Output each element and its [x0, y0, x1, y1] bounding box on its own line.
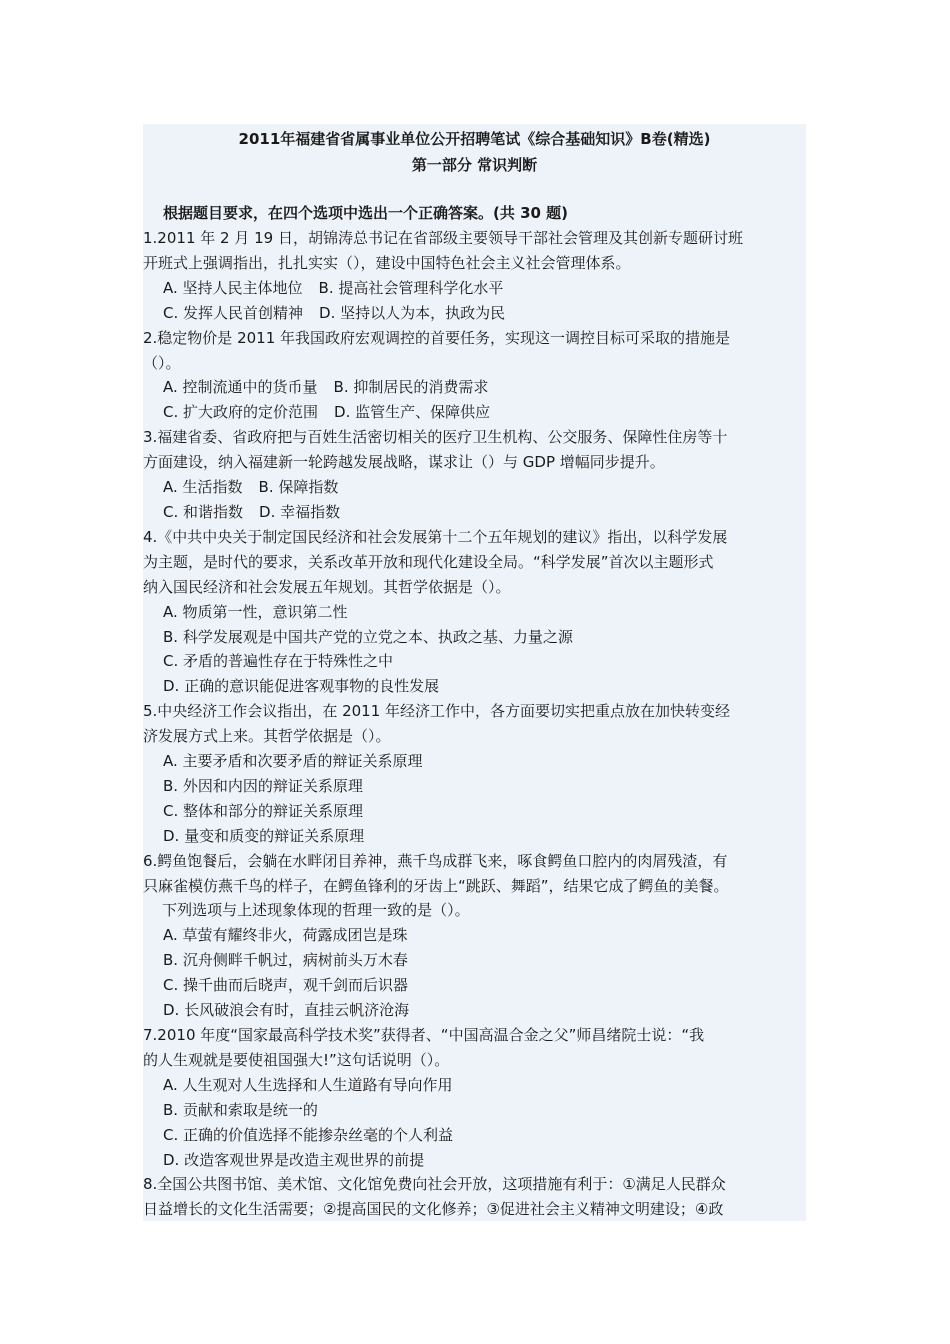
option-row [143, 824, 806, 849]
question-stem-line: 只麻雀模仿燕千鸟的样子，在鳄鱼锋利的牙齿上“跳跃、舞蹈”，结果它成了鳄鱼的美餐。 [143, 876, 729, 895]
option-row [143, 674, 806, 699]
answer-option: D. 坚持以人为本，执政为民 [319, 303, 506, 322]
answer-option: D. 改造客观世界是改造主观世界的前提 [163, 1150, 425, 1169]
option-row [143, 475, 806, 500]
answer-option: C. 操千曲而后晓声，观千剑而后识器 [163, 976, 409, 995]
answer-option: D. 长风破浪会有时，直挂云帆济沧海 [163, 1001, 410, 1020]
answer-option: A. 坚持人民主体地位 [163, 278, 303, 297]
question-item [143, 849, 806, 1023]
question-stem-line: 方面建设，纳入福建新一轮跨越发展战略，谋求让（）与 GDP 增幅同步提升。 [143, 453, 665, 472]
document-content [143, 124, 806, 1222]
answer-option: B. 提高社会管理科学化水平 [318, 278, 504, 297]
option-row [143, 400, 806, 425]
answer-option: B. 贡献和索取是统一的 [163, 1100, 318, 1119]
document-title: 2011年福建省省属事业单位公开招聘笔试《综合基础知识》B卷(精选) [238, 130, 711, 148]
answer-option: C. 发挥人民首创精神 [163, 303, 304, 322]
option-row [143, 1098, 806, 1123]
answer-option: B. 沉舟侧畔千帆过，病树前头万木春 [163, 951, 408, 970]
option-row [143, 375, 806, 400]
option-row [143, 948, 806, 973]
question-stem-line: 2.稳定物价是 2011 年我国政府宏观调控的首要任务，实现这一调控目标可采取的措施是 [143, 328, 731, 347]
question-stem-line: 济发展方式上来。其哲学依据是（）。 [143, 727, 391, 746]
section-heading: 第一部分 常识判断 [411, 156, 538, 174]
question-stem-line: 3.福建省委、省政府把与百姓生活密切相关的医疗卫生机构、公交服务、保障性住房等十 [143, 428, 728, 447]
option-row [143, 649, 806, 674]
answer-option: A. 控制流通中的货币量 [163, 378, 318, 397]
answer-option: C. 和谐指数 [163, 502, 244, 521]
question-list [143, 226, 806, 1222]
answer-option: C. 整体和部分的辩证关系原理 [163, 801, 364, 820]
answer-option: A. 生活指数 [163, 478, 243, 497]
question-stem-line: 开班式上强调指出，扎扎实实（），建设中国特色社会主义社会管理体系。 [143, 253, 631, 272]
instruction-text: 根据题目要求，在四个选项中选出一个正确答案。(共 30 题) [163, 204, 569, 222]
question-stem-line: 下列选项与上述现象体现的哲理一致的是（）。 [143, 901, 470, 920]
answer-option: D. 正确的意识能促进客观事物的良性发展 [163, 677, 440, 696]
answer-option: B. 保障指数 [258, 478, 339, 497]
option-row [143, 276, 806, 301]
answer-option: D. 量变和质变的辩证关系原理 [163, 826, 365, 845]
question-item [143, 326, 806, 426]
question-stem-line: 1.2011 年 2 月 19 日，胡锦涛总书记在省部级主要领导干部社会管理及其创新专题研讨班 [143, 229, 743, 247]
question-stem-line: 6.鳄鱼饱餐后，会躺在水畔闭目养神，燕千鸟成群飞来，啄食鳄鱼口腔内的肉屑残渣，有 [143, 851, 728, 870]
question-stem-line: 的人生观就是要使祖国强大!”这句话说明（）。 [143, 1050, 450, 1069]
answer-option: A. 人生观对人生选择和人生道路有导向作用 [163, 1075, 453, 1094]
answer-option: C. 矛盾的普遍性存在于特殊性之中 [163, 652, 394, 671]
question-stem-line: 8.全国公共图书馆、美术馆、文化馆免费向社会开放，这项措施有利于：①满足人民群众 [143, 1175, 726, 1194]
option-row [143, 1123, 806, 1148]
answer-option: B. 外因和内因的辩证关系原理 [163, 776, 363, 795]
question-stem-line: 为主题，是时代的要求，关系改革开放和现代化建设全局。“科学发展”首次以主题形式 [143, 552, 714, 571]
answer-option: A. 物质第一性，意识第二性 [163, 602, 348, 621]
question-item [143, 226, 806, 326]
option-row [143, 625, 806, 650]
answer-option: B. 抑制居民的消费需求 [333, 378, 489, 397]
option-row [143, 774, 806, 799]
question-item [143, 525, 806, 699]
answer-option: D. 幸福指数 [259, 502, 341, 521]
answer-option: C. 扩大政府的定价范围 [163, 403, 319, 422]
question-item [143, 1172, 806, 1222]
option-row [143, 973, 806, 998]
option-row [143, 749, 806, 774]
answer-option: D. 监管生产、保障供应 [334, 403, 491, 422]
option-row [143, 301, 806, 326]
question-stem-line: 5.中央经济工作会议指出，在 2011 年经济工作中，各方面要切实把重点放在加快转变经 [143, 702, 731, 721]
answer-option: B. 科学发展观是中国共产党的立党之本、执政之基、力量之源 [163, 627, 573, 646]
answer-option: A. 草萤有耀终非火，荷露成团岂是珠 [163, 926, 408, 945]
answer-option: C. 正确的价值选择不能掺杂丝毫的个人利益 [163, 1125, 454, 1144]
option-row [143, 1148, 806, 1173]
option-row [143, 600, 806, 625]
option-row [143, 799, 806, 824]
question-item [143, 1023, 806, 1172]
answer-option: A. 主要矛盾和次要矛盾的辩证关系原理 [163, 752, 423, 771]
option-row [143, 998, 806, 1023]
option-row [143, 500, 806, 525]
question-stem-line: 7.2010 年度“国家最高科学技术奖”获得者、“中国高温合金之父”师昌绪院士说：“我 [143, 1026, 705, 1044]
question-stem-line: （）。 [143, 353, 181, 372]
question-stem-line: 日益增长的文化生活需要；②提高国民的文化修养；③促进社会主义精神文明建设；④政 [143, 1200, 724, 1219]
question-stem-line: 纳入国民经济和社会发展五年规划。其哲学依据是（）。 [143, 577, 511, 596]
option-row [143, 923, 806, 948]
question-stem-line: 4.《中共中央关于制定国民经济和社会发展第十二个五年规划的建议》指出，以科学发展 [143, 527, 728, 546]
question-item [143, 699, 806, 848]
question-item [143, 425, 806, 525]
option-row [143, 1073, 806, 1098]
